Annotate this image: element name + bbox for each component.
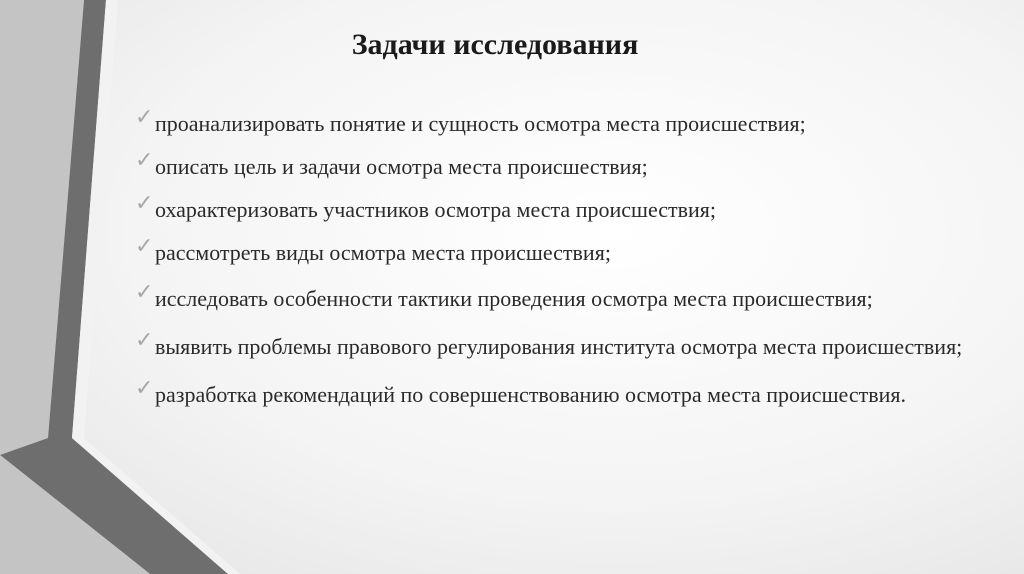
checkmark-icon: ✓ [135, 280, 154, 305]
task-item [135, 148, 991, 180]
task-item [135, 105, 991, 137]
task-item [135, 280, 991, 312]
checkmark-icon: ✓ [135, 234, 154, 259]
slide-title: Задачи исследования [351, 28, 639, 61]
task-item [135, 191, 991, 223]
task-text: рассмотреть виды осмотра места происшествия; [155, 240, 611, 265]
checkmark-icon: ✓ [135, 328, 154, 353]
task-text: выявить проблемы правового регулирования института осмотра места происшествия; [155, 334, 963, 359]
task-item [135, 328, 991, 360]
task-text: исследовать особенности тактики проведения осмотра места происшествия; [155, 286, 873, 311]
task-item [135, 376, 991, 408]
task-item [135, 234, 991, 266]
task-text: разработка рекомендаций по совершенствованию осмотра места происшествия. [155, 382, 906, 407]
task-text: охарактеризовать участников осмотра места происшествия; [155, 197, 717, 222]
checkmark-icon: ✓ [135, 105, 154, 130]
checkmark-icon: ✓ [135, 148, 154, 173]
checkmark-icon: ✓ [135, 376, 154, 401]
task-text: проанализировать понятие и сущность осмотра места происшествия; [155, 111, 806, 136]
task-list [135, 105, 991, 408]
task-text: описать цель и задачи осмотра места происшествия; [155, 154, 648, 179]
checkmark-icon: ✓ [135, 191, 154, 216]
